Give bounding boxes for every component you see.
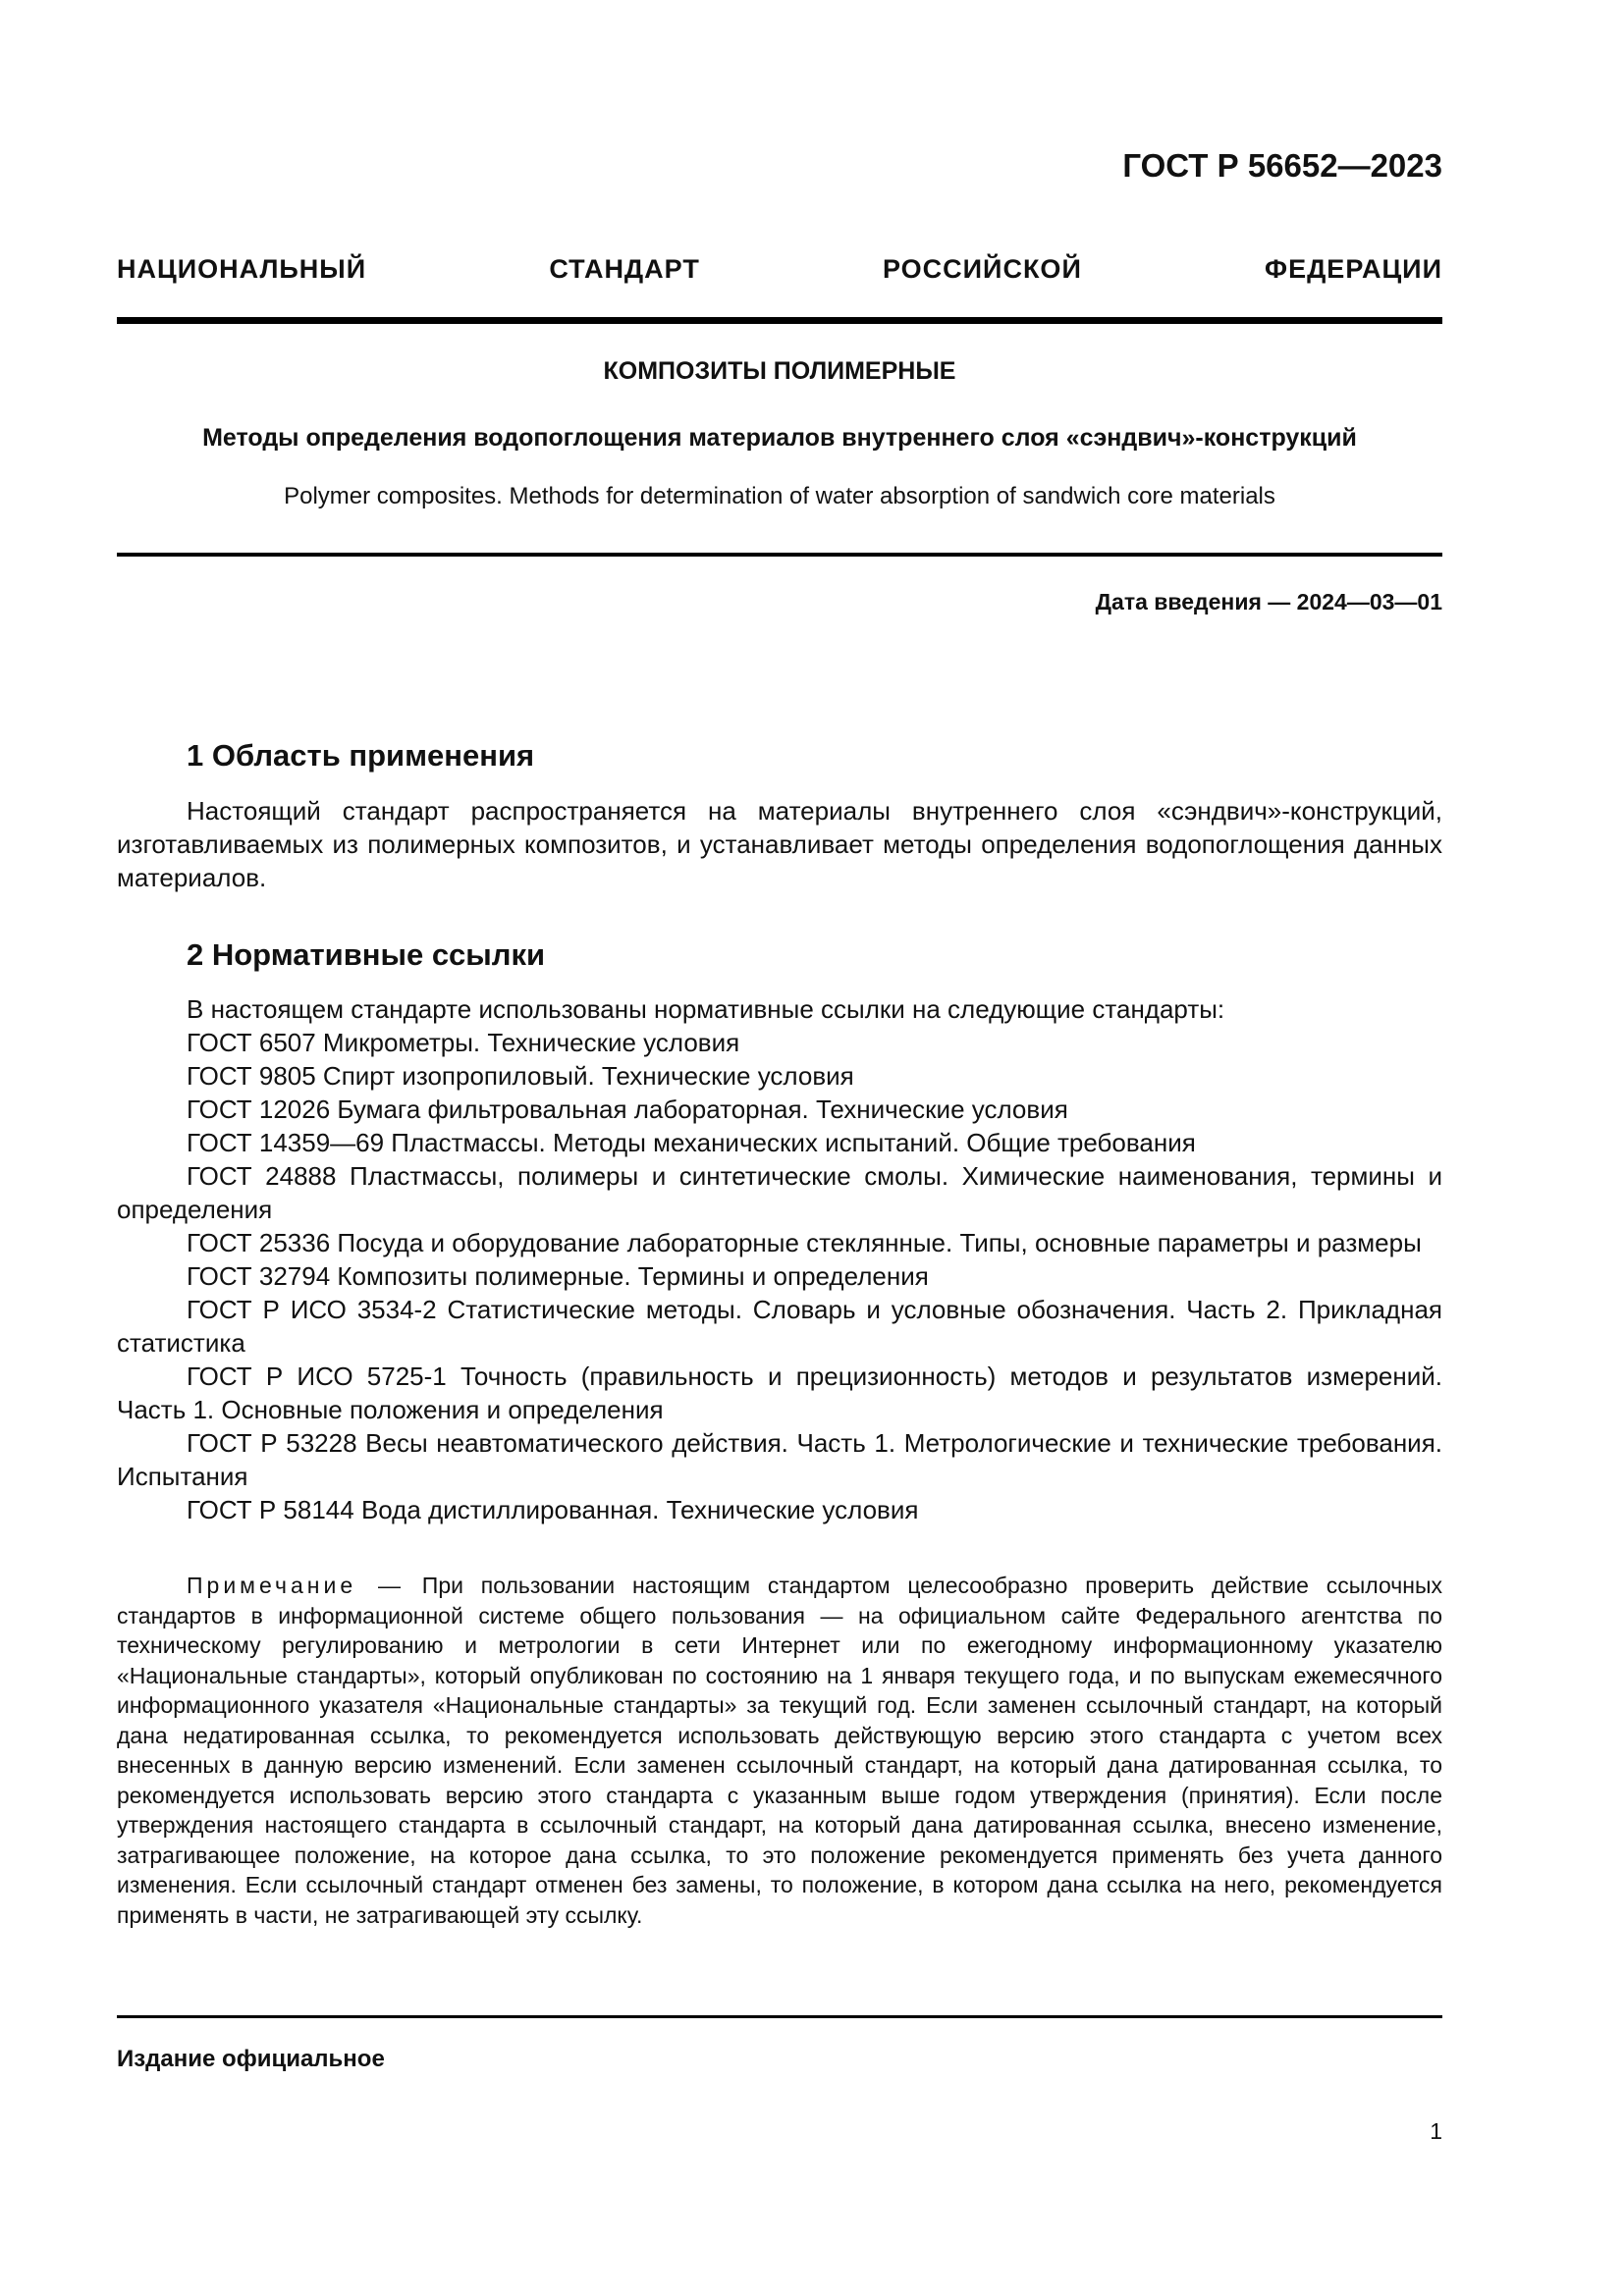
reference-item: ГОСТ Р 53228 Весы неавтоматического действия. Часть 1. Метрологические и технические требования. Испытания [117, 1428, 1442, 1491]
page-number: 1 [1430, 2118, 1442, 2144]
reference-item: ГОСТ Р 58144 Вода дистиллированная. Технические условия [187, 1495, 919, 1524]
reference-item: ГОСТ Р ИСО 5725-1 Точность (правильность и прецизионность) методов и результатов измерений. Часть 1. Основные положения и определения [117, 1362, 1442, 1424]
scope-paragraph: Настоящий стандарт распространяется на материалы внутреннего слоя «сэндвич»-конструкций, изготавливаемых из полимерных композитов, и устанавливает методы определения водопоглощения данных материалов. [117, 796, 1442, 892]
document-subtitle-en: Polymer composites. Methods for determination of water absorption of sandwich core materials [284, 483, 1275, 509]
reference-item: ГОСТ 12026 Бумага фильтровальная лабораторная. Технические условия [187, 1095, 1068, 1124]
official-edition-label: Издание официальное [117, 2046, 385, 2072]
section-1-body [117, 794, 1442, 894]
reference-item: ГОСТ 14359—69 Пластмассы. Методы механических испытаний. Общие требования [187, 1128, 1196, 1157]
section-2-heading: 2 Нормативные ссылки [187, 937, 546, 972]
reference-item: ГОСТ 9805 Спирт изопропиловый. Технические условия [187, 1061, 854, 1091]
reference-item: ГОСТ 24888 Пластмассы, полимеры и синтетические смолы. Химические наименования, термины и определения [117, 1161, 1442, 1224]
footer-divider [117, 2015, 1442, 2018]
section-1-heading: 1 Область применения [187, 738, 535, 773]
reference-item: ГОСТ 6507 Микрометры. Технические условия [187, 1028, 740, 1057]
reference-item: ГОСТ 32794 Композиты полимерные. Термины и определения [187, 1261, 929, 1291]
document-title: КОМПОЗИТЫ ПОЛИМЕРНЫЕ [603, 357, 956, 385]
reference-item: ГОСТ Р ИСО 3534-2 Статистические методы. Словарь и условные обозначения. Часть 2. Прикладная статистика [117, 1295, 1442, 1358]
introduction-date: Дата введения — 2024—03—01 [1095, 589, 1442, 614]
references-note [117, 1571, 1442, 1930]
header-divider [117, 317, 1442, 324]
document-subtitle-ru: Методы определения водопоглощения материалов внутреннего слоя «сэндвич»-конструкций [202, 424, 1357, 452]
reference-item: ГОСТ 25336 Посуда и оборудование лабораторные стеклянные. Типы, основные параметры и размеры [187, 1228, 1422, 1257]
document-number: ГОСТ Р 56652—2023 [1122, 147, 1442, 184]
national-standard-title: НАЦИОНАЛЬНЫЙ СТАНДАРТ РОССИЙСКОЙ ФЕДЕРАЦИИ [117, 254, 1442, 284]
normative-references-list [117, 992, 1442, 1526]
references-intro: В настоящем стандарте использованы нормативные ссылки на следующие стандарты: [187, 994, 1225, 1024]
title-divider [117, 553, 1442, 557]
note-text: При пользовании настоящим стандартом целесообразно проверить действие ссылочных стандартов в информационной системе общего пользования — на официальном сайте Федерального агентства по техническому регулированию и метрологии в сети Интернет или по ежегодному информационному указателю «Национальные стандарты», который опубликован по состоянию на 1 января текущего года, и по выпускам ежемесячного информационного указателя «Национальные стандарты» за текущий год. Если заменен ссылочный стандарт, на который дана недатированная ссылка, то рекомендуется использовать действующую версию этого стандарта с учетом всех внесенных в данную версию изменений. Если заменен ссылочный стандарт, на который дана датированная ссылка, то рекомендуется использовать версию этого стандарта с указанным выше годом утверждения (принятия). Если после утверждения настоящего стандарта в ссылочный стандарт, на который дана датированная ссылка, внесено изменение, затрагивающее положение, на которое дана ссылка, то это положение рекомендуется применять без учета данного изменения. Если ссылочный стандарт отменен без замены, то положение, в котором дана ссылка на него, рекомендуется применять в части, не затрагивающей эту ссылку. [117, 1573, 1442, 1928]
note-label: Примечание — [187, 1573, 405, 1598]
